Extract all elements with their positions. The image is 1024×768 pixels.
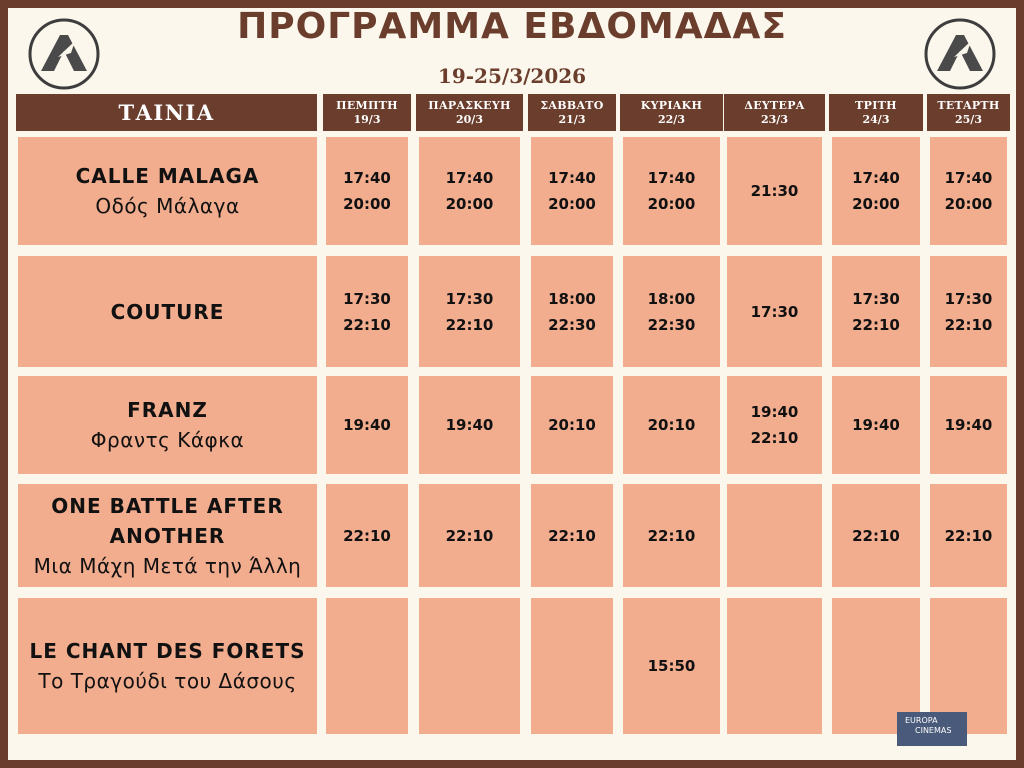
- europa-logo-line-1: EUROPA: [905, 716, 938, 725]
- showtime: 17:30: [445, 289, 494, 308]
- showtime: 22:10: [750, 429, 799, 447]
- showtime: 18:00: [647, 289, 696, 308]
- showtime: 22:10: [852, 315, 900, 334]
- showtime-cell: [419, 376, 520, 474]
- showtime-cell: [531, 137, 613, 245]
- showtime: 22:10: [647, 526, 696, 545]
- showtime-cell: [930, 137, 1007, 245]
- showtime-cell: [727, 376, 822, 474]
- day-name: ΤΕΤΑΡΤΗ: [937, 98, 1000, 112]
- day-date: 19/3: [353, 112, 381, 126]
- showtime-cell: [326, 484, 408, 587]
- day-date: 22/3: [658, 112, 685, 126]
- day-header: [927, 94, 1010, 131]
- showtime-cell: [623, 256, 720, 367]
- showtime: 19:40: [343, 416, 391, 434]
- film-title-cell: [18, 598, 317, 734]
- showtime-cell: [930, 376, 1007, 474]
- showtime: 22:10: [445, 315, 494, 334]
- showtime: 20:00: [647, 195, 696, 213]
- showtime: 19:40: [750, 403, 799, 421]
- showtime: 17:40: [343, 169, 391, 187]
- day-header: [416, 94, 523, 131]
- showtime-cell: [419, 484, 520, 587]
- film-title-en: COUTURE: [110, 299, 225, 324]
- showtime: 17:40: [548, 169, 596, 187]
- day-name: ΚΥΡΙΑΚΗ: [640, 98, 703, 112]
- showtime: 19:40: [944, 416, 993, 434]
- film-column-header: ΤΑΙΝΙΑ: [16, 94, 317, 131]
- day-date: 21/3: [558, 112, 586, 126]
- showtime-cell: [930, 484, 1007, 587]
- showtime: 17:40: [445, 169, 494, 187]
- europa-logo-line-2: CINEMAS: [915, 726, 952, 735]
- film-title-en: ONE BATTLE AFTER: [51, 493, 284, 518]
- day-header: [323, 94, 411, 131]
- showtime-cell: [623, 137, 720, 245]
- day-date: 24/3: [862, 112, 890, 126]
- film-title-en: LE CHANT DES FORETS: [29, 639, 306, 663]
- showtime: 20:00: [343, 195, 391, 213]
- showtime: 19:40: [445, 416, 494, 434]
- day-name: ΣΑΒΒΑΤΟ: [540, 98, 604, 112]
- showtime: 20:00: [852, 195, 900, 213]
- showtime: 22:30: [647, 315, 696, 334]
- showtime: 22:10: [445, 526, 494, 545]
- day-name: ΔΕΥΤΕΡΑ: [744, 98, 805, 112]
- showtime-cell: [832, 484, 920, 587]
- day-name: ΠΑΡΑΣΚΕΥΗ: [428, 98, 511, 112]
- showtime-cell: [531, 376, 613, 474]
- showtime: 17:30: [343, 289, 391, 308]
- day-header: [620, 94, 723, 131]
- showtime-cell: [419, 256, 520, 367]
- showtime: 22:10: [343, 315, 391, 334]
- showtime: 17:30: [750, 302, 799, 321]
- showtime-cell: [727, 484, 822, 587]
- showtime-cell: [531, 484, 613, 587]
- showtime: 21:30: [750, 182, 799, 200]
- showtime-cell: [727, 256, 822, 367]
- film-title-en: FRANZ: [127, 398, 208, 422]
- showtime-cell: [326, 598, 408, 734]
- showtime: 22:10: [944, 315, 993, 334]
- showtime-cell: [832, 256, 920, 367]
- showtime-cell: [832, 137, 920, 245]
- showtime: 22:10: [944, 526, 993, 545]
- showtime: 18:00: [548, 289, 596, 308]
- europa-cinemas-logo: [897, 712, 967, 746]
- showtime-cell: [623, 484, 720, 587]
- film-title-en: ANOTHER: [109, 523, 226, 548]
- showtime-cell: [727, 598, 822, 734]
- film-title-gr: Οδός Μάλαγα: [95, 194, 240, 218]
- day-date: 23/3: [761, 112, 788, 126]
- week-dates: 19-25/3/2026: [437, 64, 587, 88]
- showtime-cell: [326, 376, 408, 474]
- day-name: ΠΕΜΠΤΗ: [336, 98, 398, 112]
- film-title-cell: [18, 484, 317, 587]
- showtime: 22:30: [548, 315, 596, 334]
- showtime: 15:50: [647, 657, 696, 675]
- day-date: 25/3: [955, 112, 982, 126]
- showtime-cell: [326, 137, 408, 245]
- film-title-cell: [18, 376, 317, 474]
- showtime: 22:10: [343, 526, 391, 545]
- showtime: 20:00: [445, 195, 494, 213]
- showtime: 20:10: [548, 416, 596, 434]
- day-date: 20/3: [456, 112, 483, 126]
- film-title-cell: [18, 256, 317, 367]
- showtime-cell: [326, 256, 408, 367]
- film-title-cell: [18, 137, 317, 245]
- day-header: [724, 94, 825, 131]
- showtime-cell: [531, 598, 613, 734]
- showtime-cell: [623, 376, 720, 474]
- showtime-cell: [623, 598, 720, 734]
- showtime: 17:40: [944, 169, 993, 187]
- showtime: 17:40: [647, 169, 696, 187]
- page-title: ΠΡΟΓΡΑΜΜΑ ΕΒΔΟΜΑΔΑΣ: [237, 6, 787, 47]
- film-title-en: CALLE MALAGA: [75, 164, 260, 188]
- showtime: 20:10: [647, 416, 696, 434]
- showtime: 20:00: [944, 195, 993, 213]
- showtime-cell: [930, 256, 1007, 367]
- film-title-gr: Φραντς Κάφκα: [90, 428, 245, 452]
- showtime-cell: [419, 598, 520, 734]
- showtime-cell: [727, 137, 822, 245]
- day-name: ΤΡΙΤΗ: [855, 98, 897, 112]
- showtime: 22:10: [852, 526, 900, 545]
- film-title-gr: Το Τραγούδι του Δάσους: [38, 669, 297, 693]
- showtime: 17:30: [852, 289, 900, 308]
- showtime-cell: [531, 256, 613, 367]
- showtime: 17:30: [944, 289, 993, 308]
- film-title-gr: Μια Μάχη Μετά την Άλλη: [33, 553, 302, 578]
- showtime: 19:40: [852, 416, 900, 434]
- showtime: 20:00: [548, 195, 596, 213]
- showtime: 22:10: [548, 526, 596, 545]
- showtime-cell: [832, 376, 920, 474]
- showtime-cell: [419, 137, 520, 245]
- showtime: 17:40: [852, 169, 900, 187]
- day-header: [528, 94, 616, 131]
- day-header: [829, 94, 923, 131]
